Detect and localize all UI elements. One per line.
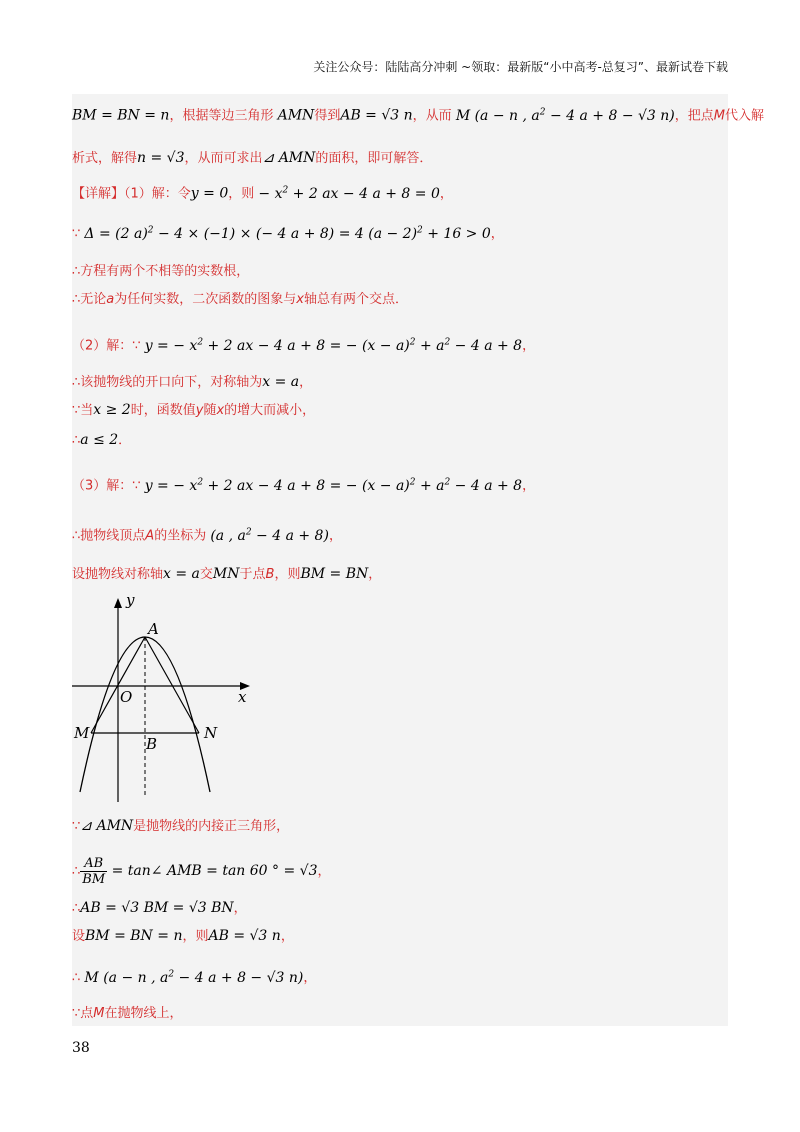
line-11: （3）解：∵ y = − $x^2 + 2$ ax − 4 a + 8 = − $(x - a)^2 + a^2 - 4$ a + 8， — [72, 477, 536, 494]
line-18: ∴ M (a − n , $a^2 - 4$ a + 8 − √3 n)， — [72, 969, 317, 986]
line-7: （2）解：∵ y = − $x^2 + 2$ ax − 4 a + 8 = − $(x - a)^2 + a^2 - 4$ a + 8， — [72, 337, 536, 354]
segment-an — [145, 637, 199, 733]
line-19: ∵点M在抛物线上， — [72, 1006, 183, 1021]
label-x: x — [238, 688, 247, 706]
parabola-figure — [72, 592, 272, 802]
fraction-ab-bm: $\frac{AB}{BM}$ — [82, 856, 106, 887]
line-15: ∴ $\frac{AB}{BM}$ = tan∠ AMB = tan 60 ° = √3， — [72, 856, 331, 887]
line-9: ∵当x ≥ 2时，函数值y随x的增大而减小， — [72, 402, 316, 418]
line-4: ∵ Δ = (2 a)$^2$ − 4 × (−1) × (− 4 a + 8) = 4 $(a - 2)^2 + 16 > 0$， — [72, 225, 504, 242]
line-5: ∴方程有两个不相等的实数根， — [72, 264, 250, 279]
line-1: BM = BN = n，根据等边三角形 AMN得到AB = √3 n，从而 M (a − n , $a^2 - 4$ a + 8 − √3 n)，把点M代入解 — [72, 107, 765, 124]
solution-content — [72, 94, 765, 1026]
line-8: ∴该抛物线的开口向下，对称轴为x = a， — [72, 374, 313, 390]
line-13: 设抛物线对称轴x = a交MN于点B，则BM = BN， — [72, 566, 382, 582]
label-a: A — [148, 620, 159, 638]
label-n: N — [204, 724, 218, 742]
line-17: 设BM = BN = n，则AB = √3 n， — [72, 928, 294, 944]
label-m: M — [74, 724, 90, 742]
line-3: 【详解】（1）解：令y = 0，则 − $x^2 + 2$ ax − 4 a + 8 = 0， — [72, 185, 453, 202]
label-b: B — [146, 735, 158, 753]
y-axis-arrow — [114, 598, 122, 608]
label-y: y — [126, 592, 135, 609]
line-16: ∴AB = √3 BM = √3 BN， — [72, 900, 247, 916]
line-14: ∵⊿ AMN是抛物线的内接正三角形， — [72, 818, 290, 834]
page-header: 关注公众号：陆陆高分冲刺 ~领取：最新版“小中高考-总复习”、最新试卷下载 — [313, 60, 728, 74]
line-6: ∴无论a为任何实数，二次函数的图象与x轴总有两个交点． — [72, 292, 408, 307]
line-2: 析式，解得n = √3，从而可求出⊿ AMN的面积，即可解答． — [72, 150, 433, 166]
label-o: O — [120, 688, 133, 706]
page-number: 38 — [72, 1040, 90, 1056]
line-10: ∴a ≤ 2． — [72, 432, 132, 448]
line-12: ∴抛物线顶点A的坐标为 (a , $a^2 - 4$ a + 8)， — [72, 527, 342, 544]
